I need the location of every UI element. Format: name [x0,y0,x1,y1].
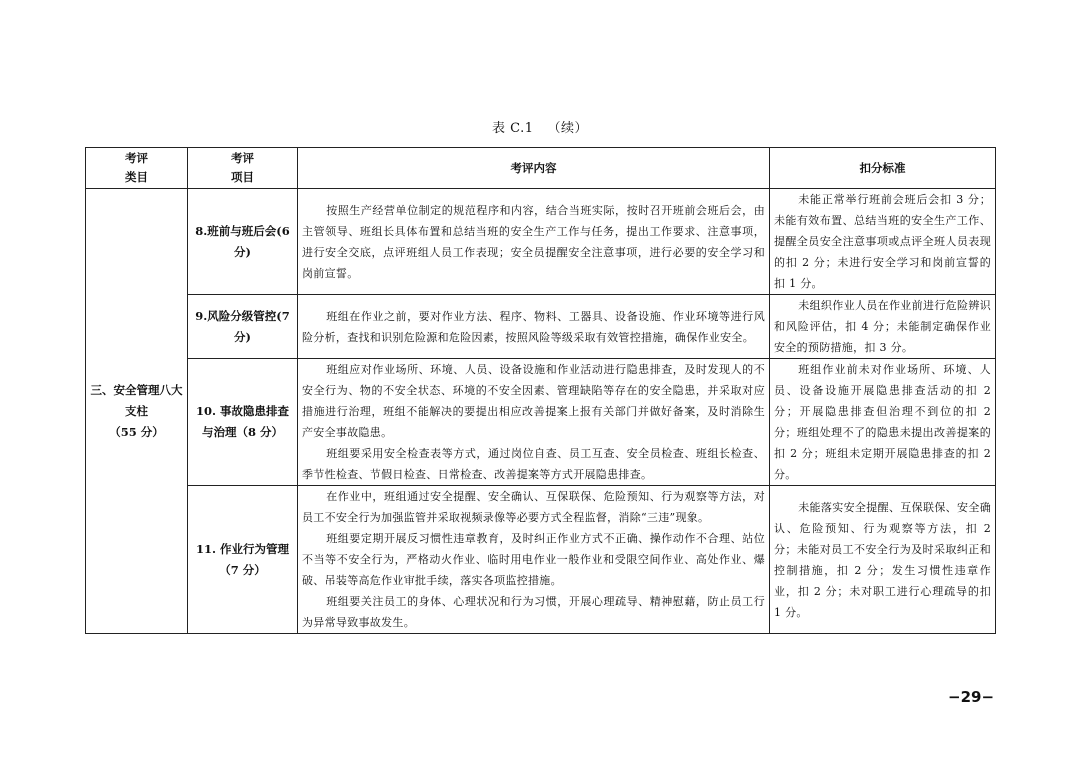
standard-text: 未能落实安全提醒、互保联保、安全确认、危险预知、行为观察等方法，扣 2 分；未能对员工不安全行为及时采取纠正和控制措施，扣 2 分；发生习惯性违章作业，扣 2 分；未对职工进行心理疏导的扣 1 分。 [774,500,991,619]
item-line2: 分) [234,329,251,344]
header-item [188,148,298,189]
header-content: 考评内容 [298,148,770,189]
item-cell [188,295,298,359]
table-name: 表 C.1 [491,121,534,136]
content-cell [298,295,770,359]
content-cell [298,189,770,295]
header-category-line1: 考评 [125,151,148,165]
header-category [86,148,188,189]
standard-cell [770,189,996,295]
header-category-line2: 类目 [125,170,148,184]
table-continued-label: （续） [547,121,589,136]
table-caption [0,117,1080,136]
item-cell [188,189,298,295]
item-line2: （7 分） [219,562,266,577]
content-cell [298,486,770,634]
table-row [86,189,996,295]
header-item-line1: 考评 [231,151,254,165]
category-line1: 三、安全管理八大 [90,382,183,397]
item-line1: 11. 作业行为管理 [195,541,289,556]
item-line2: 分) [234,244,251,259]
table-row [86,359,996,486]
item-line1: 8.班前与班后会(6 [195,223,290,238]
item-line2: 与治理（8 分） [201,425,283,439]
header-item-line2: 项目 [231,170,254,184]
content-paragraph: 班组在作业之前，要对作业方法、程序、物料、工器具、设备设施、作业环境等进行风险分析，查找和识别危险源和危险因素，按照风险等级采取有效管控措施，确保作业安全。 [302,309,765,344]
category-line3: （55 分） [109,424,164,439]
content-paragraph: 班组要定期开展反习惯性违章教育，及时纠正作业方式不正确、操作动作不合理、站位不当等不安全行为，严格动火作业、临时用电作业一般作业和受限空间作业、高处作业、爆破、吊装等高危作业审批手续，落实各项监控措施。 [302,532,765,587]
standard-text: 未能正常举行班前会班后会扣 3 分；未能有效布置、总结当班的安全生产工作、提醒全员安全注意事项或点评全班人员表现的扣 2 分；未进行安全学习和岗前宣誓的扣 1 分。 [774,193,991,290]
table-header-row [86,148,996,189]
evaluation-table [85,147,996,634]
standard-cell [770,486,996,634]
standard-text: 未组织作业人员在作业前进行危险辨识和风险评估，扣 4 分；未能制定确保作业安全的预防措施，扣 3 分。 [774,299,991,354]
content-paragraph: 在作业中，班组通过安全提醒、安全确认、互保联保、危险预知、行为观察等方法，对员工不安全行为加强监管并采取视频录像等必要方式全程监督，消除“三违”现象。 [302,490,765,524]
table-row [86,295,996,359]
item-cell [188,486,298,634]
page-number: −29− [948,688,995,706]
category-line2: 支柱 [125,403,148,418]
content-cell [298,359,770,486]
item-line1: 10. 事故隐患排查 [195,404,289,418]
content-paragraph: 班组要关注员工的身体、心理状况和行为习惯，开展心理疏导、精神慰藉，防止员工行为异常导致事故发生。 [302,595,765,629]
content-paragraph: 按照生产经营单位制定的规范程序和内容，结合当班实际，按时召开班前会班后会，由主管领导、班组长具体布置和总结当班的安全生产工作与任务，提出工作要求、注意事项，进行安全交底，点评班组人员工作表现；安全员提醒安全注意事项，进行必要的安全学习和岗前宣誓。 [302,203,765,280]
table-row [86,486,996,634]
category-cell [86,189,188,634]
header-standard: 扣分标准 [770,148,996,189]
standard-cell [770,295,996,359]
standard-text: 班组作业前未对作业场所、环境、人员、设备设施开展隐患排查活动的扣 2 分；开展隐患排查但治理不到位的扣 2 分；班组处理不了的隐患未提出改善提案的扣 2 分；班组未定期开展隐患排查的扣 2 分。 [774,363,991,481]
content-paragraph: 班组要采用安全检查表等方式，通过岗位自查、员工互查、安全员检查、班组长检查、季节性检查、节假日检查、日常检查、改善提案等方式开展隐患排查。 [302,447,765,481]
content-paragraph: 班组应对作业场所、环境、人员、设备设施和作业活动进行隐患排查，及时发现人的不安全行为、物的不安全状态、环境的不安全因素、管理缺陷等存在的安全隐患，并采取对应措施进行治理，班组不能解决的要提出相应改善提案上报有关部门并做好备案，及时消除生产安全事故隐患。 [302,363,765,439]
item-line1: 9.风险分级管控(7 [195,308,290,323]
item-cell [188,359,298,486]
standard-cell [770,359,996,486]
